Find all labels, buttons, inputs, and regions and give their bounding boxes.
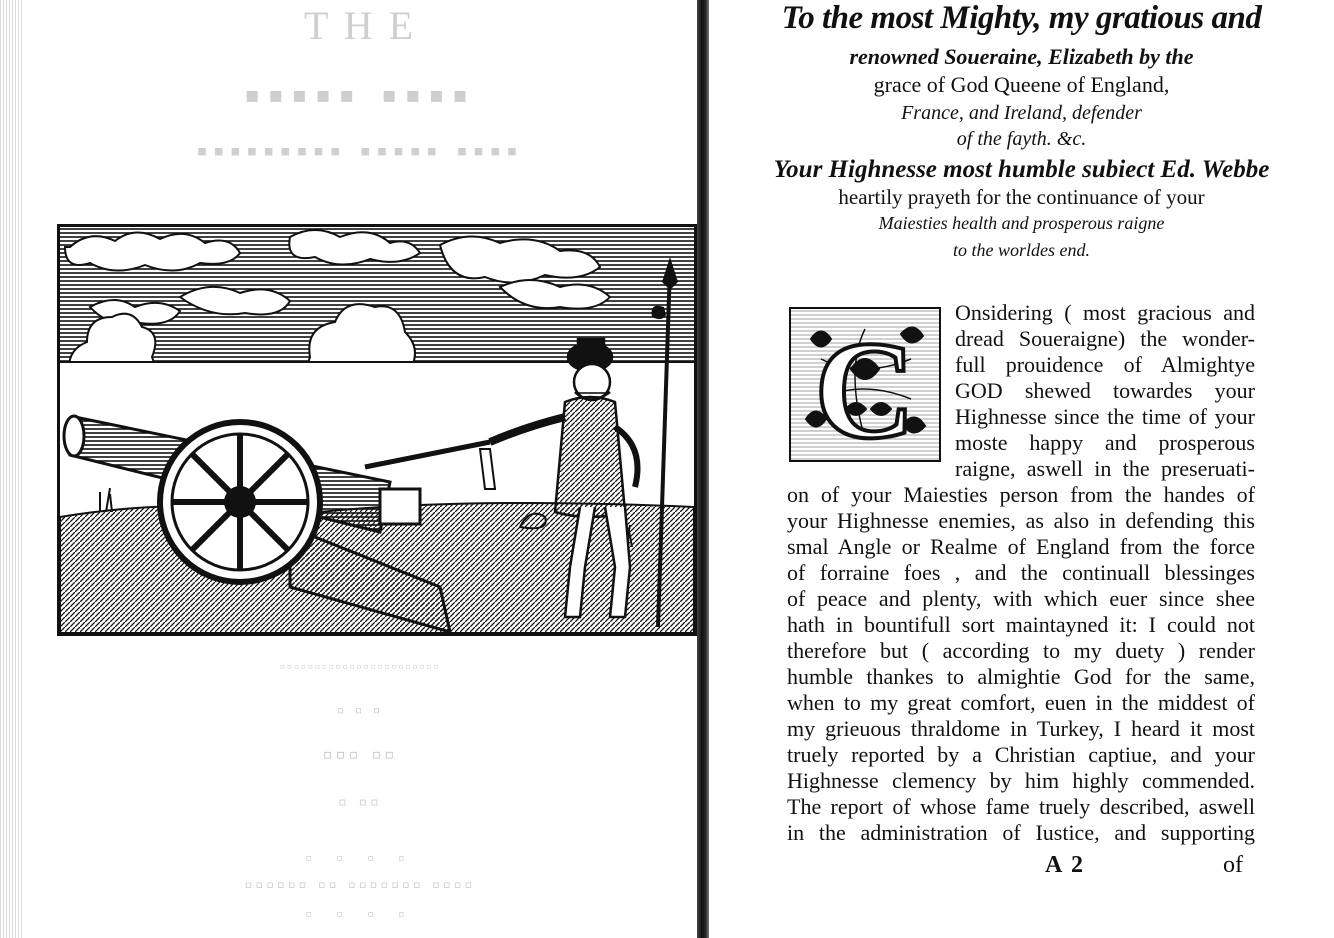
- body-line: truely reported by a Christian captiue, and your: [787, 742, 1255, 767]
- dedication-line-2: renowned Soueraine, Elizabeth by the: [849, 44, 1194, 69]
- bleed-through-line: ▫ ▫ ▫ ▫: [305, 848, 415, 868]
- bleed-through-line: ▫ ▫ ▫: [336, 700, 384, 722]
- floral-initial-ornament: [791, 309, 939, 460]
- body-line: of forraine foes , and the continuall blessinges: [787, 560, 1255, 585]
- body-line: when to my great comfort, euen in the middest of: [787, 690, 1255, 715]
- woodcut-drawing: [60, 227, 694, 633]
- body-line: Highnesse since the time of your: [955, 404, 1255, 429]
- dedication-line-8: Maiesties health and prosperous raigne: [878, 213, 1165, 233]
- body-line: Highnesse clemency by him highly commended.: [787, 768, 1255, 793]
- body-line: humble thankes to almightie God for the same,: [787, 664, 1255, 689]
- bleed-through-line: ▫▫▫ ▫▫: [322, 740, 398, 771]
- body-line: therefore but ( according to my duety ) render: [787, 638, 1255, 663]
- page-edge-shadow: [0, 0, 22, 938]
- body-line: The report of whose fame truely described, aswell: [787, 794, 1255, 819]
- body-line: smal Angle or Realme of England from the force: [787, 534, 1255, 559]
- body-line: dread Soueraigne) the wonder-: [955, 326, 1255, 351]
- body-line: on of your Maiesties person from the handes of: [787, 482, 1255, 507]
- body-line: your Highnesse enemies, as also in defending this: [787, 508, 1255, 533]
- drop-initial-letter: C: [814, 313, 916, 460]
- dedication-line-5: of the fayth. &c.: [956, 128, 1087, 150]
- bleed-through-line: ▪▪▪▪▪▪▪▪▪ ▪▪▪▪▪ ▪▪▪▪: [196, 135, 524, 168]
- body-line: hath in bountifull sort maintayned it: I could not: [787, 612, 1255, 637]
- body-line: raigne, aswell in the preseruati-: [955, 456, 1255, 481]
- body-line: Onsidering ( most gracious and: [955, 300, 1255, 325]
- bleed-through-title: T H E: [303, 3, 417, 48]
- bleed-through-line: ▫ ▫▫: [338, 790, 382, 816]
- body-line: GOD shewed towardes your: [955, 378, 1255, 403]
- woodcut-cannon-illustration: [57, 224, 697, 636]
- right-page: [709, 0, 1334, 938]
- dedication-line-9: to the worldes end.: [953, 240, 1090, 260]
- bleed-through-line: ▫▫▫▫▫▫▫▫▫▫▫▫▫▫▫▫▫▫▫▫▫▫▫: [279, 660, 441, 675]
- dedication-line-1: To the most Mighty, my gratious and: [781, 0, 1262, 36]
- bleed-through-line: ▫▫▫▫▫▫ ▫▫ ▫▫▫▫▫▫▫ ▫▫▫▫: [244, 872, 476, 897]
- dedication-line-4: France, and Ireland, defender: [901, 102, 1142, 124]
- dedication-line-7: heartily prayeth for the continuance of your: [838, 185, 1205, 209]
- catchword: of: [1223, 852, 1243, 878]
- bleed-through-line: ▪▪▪▪▪ ▪▪▪▪: [244, 71, 476, 120]
- decorated-initial: [789, 307, 941, 462]
- dedication-line-3: grace of God Queene of England,: [873, 72, 1170, 97]
- book-gutter: [697, 0, 709, 938]
- body-line: of peace and plenty, with which euer since shee: [787, 586, 1255, 611]
- body-line: moste happy and prosperous: [955, 430, 1255, 455]
- bleed-through-line: ▫ ▫ ▫ ▫: [305, 904, 415, 924]
- dedication-line-6: Your Highnesse most humble subiect Ed. Webbe: [773, 156, 1270, 183]
- signature-mark: A 2: [1045, 852, 1086, 878]
- body-line: in the administration of Iustice, and supporting: [787, 820, 1255, 845]
- body-line: my grieuous thraldome in Turkey, I heard it most: [787, 716, 1255, 741]
- body-line: full prouidence of Almightye: [955, 352, 1255, 377]
